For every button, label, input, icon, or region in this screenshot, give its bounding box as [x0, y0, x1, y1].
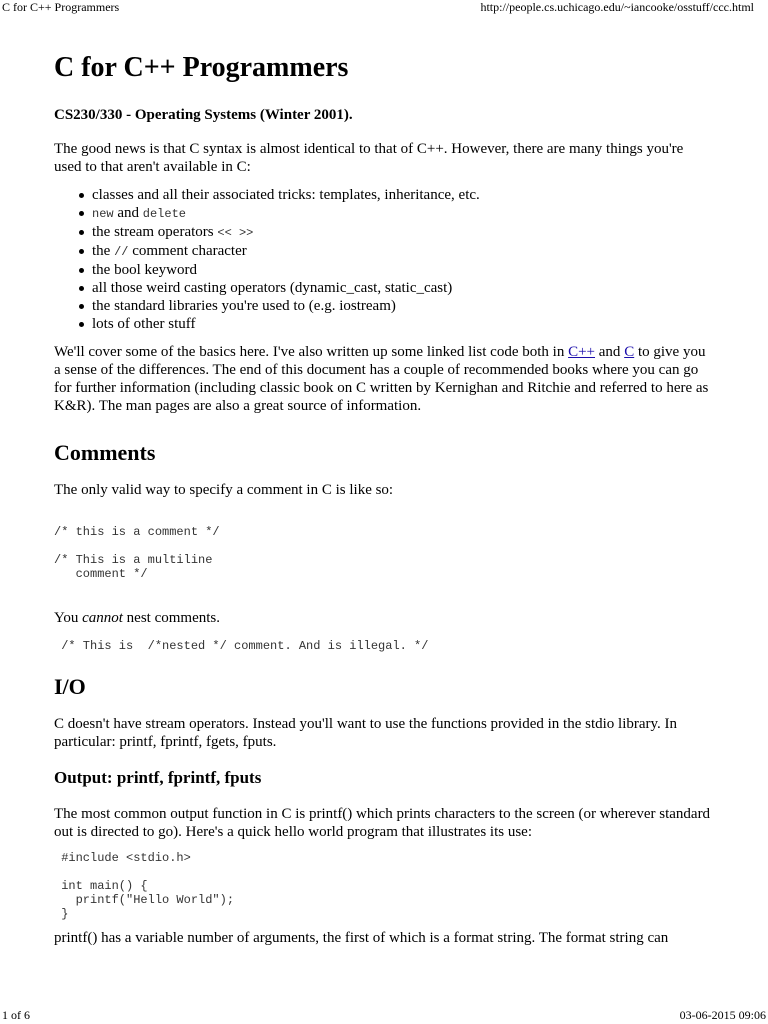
hello-world-code: #include <stdio.h> int main() { printf("Hello World"); } [61, 851, 235, 921]
print-header-title: C for C++ Programmers [2, 0, 120, 14]
comment-code-block: /* this is a comment */ /* This is a multiline comment */ [54, 525, 220, 581]
list-item: lots of other stuff [54, 315, 714, 333]
intro-paragraph: The good news is that C syntax is almost identical to that of C++. However, there are many things you're used to that aren't available in C: [54, 141, 684, 175]
course-subtitle: CS230/330 - Operating Systems (Winter 2001). [54, 107, 353, 123]
comments-heading: Comments [54, 440, 156, 465]
c-linked-list-link[interactable]: C [624, 344, 635, 360]
io-paragraph: C doesn't have stream operators. Instead you'll want to use the functions provided in the stdio library. In particular: printf, fprintf, fgets, fputs. [54, 716, 678, 750]
output-paragraph: The most common output function in C is printf() which prints characters to the screen (or wherever standard out is directed to go). Here's a quick hello world program that illustrates its use: [54, 806, 711, 840]
overview-paragraph: We'll cover some of the basics here. I've also written up some linked list code both in C++ and C to give you a sense of the differences. The end of this document has a couple of recommended books where you can go for further information (including classic book on C written by Kernighan and Ritchie and referred to here as K&R). The man pages are also a great source of information. [54, 344, 709, 414]
output-heading: Output: printf, fprintf, fputs [54, 768, 262, 787]
page-title: C for C++ Programmers [54, 52, 349, 83]
code-stream-ops: << >> [217, 226, 254, 240]
list-item: all those weird casting operators (dynamic_cast, static_cast) [54, 279, 714, 297]
nested-comment-code: /* This is /*nested */ comment. And is illegal. */ [54, 639, 429, 653]
list-item: the stream operators << >> [54, 223, 714, 242]
code-delete: delete [142, 207, 186, 221]
document-body [54, 50, 714, 947]
list-item: classes and all their associated tricks: templates, inheritance, etc. [54, 186, 714, 204]
comments-paragraph: The only valid way to specify a comment in C is like so: [54, 482, 394, 498]
nest-comments-paragraph: You cannot nest comments. [54, 610, 220, 626]
code-new: new [92, 207, 114, 221]
missing-features-list [54, 186, 714, 333]
list-item: new and delete [54, 204, 714, 223]
io-heading: I/O [54, 674, 86, 699]
code-double-slash: // [114, 245, 129, 259]
list-item: the standard libraries you're used to (e.g. iostream) [54, 297, 714, 315]
print-footer-datetime: 03-06-2015 09:06 [679, 1008, 766, 1022]
cpp-linked-list-link[interactable]: C++ [568, 344, 596, 360]
list-item: the bool keyword [54, 261, 714, 279]
printf-paragraph: printf() has a variable number of arguments, the first of which is a format string. The format string can [54, 930, 669, 946]
print-footer-page: 1 of 6 [2, 1008, 30, 1022]
list-item: the // comment character [54, 242, 714, 261]
print-header-url: http://people.cs.uchicago.edu/~iancooke/osstuff/ccc.html [480, 0, 754, 14]
